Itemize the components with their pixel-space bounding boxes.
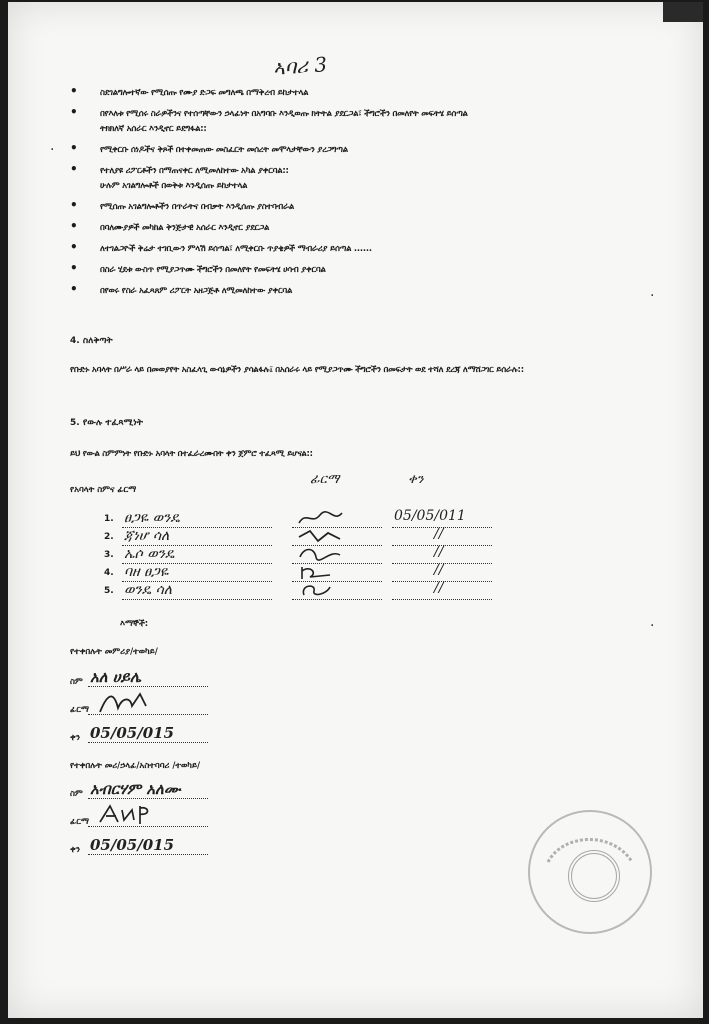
receiver-date-field xyxy=(70,836,175,855)
list-item: ትክክለኛ አሰራር እንዲኖር ይደግፋል:: xyxy=(100,123,207,133)
approver-signature xyxy=(96,690,156,716)
list-item: ሁሉም አገልግሎቶች በወቅቱ እንዲሰጡ ይከታተላል xyxy=(100,180,248,190)
list-item: • የሚሰጡ አገልግሎቶችን በጥራትና በብቃት እንዲሰጡ ያስተባብራል xyxy=(70,200,650,212)
witnesses-label: እማኞች: xyxy=(120,618,149,628)
signing-date: // xyxy=(434,526,444,542)
signature-scribble xyxy=(296,545,346,563)
field-line xyxy=(88,686,208,687)
section-5-heading: 5. የውሉ ተፈጻሚነት xyxy=(70,418,143,428)
row-number: 2. xyxy=(104,532,114,542)
field-line xyxy=(88,742,208,743)
section-4-heading: 4. ስለቅጣት xyxy=(70,336,113,346)
stamp-lettering-icon xyxy=(544,826,636,866)
field-label: ስም xyxy=(70,676,83,686)
member-name: ፀጋዬ ወንዴ xyxy=(124,510,180,526)
receiver-signature xyxy=(96,802,156,828)
list-item: • በየእለቱ የሚሰሩ ስራዎችንና የተሰጣቸውን ኃላፊነት በአግባቡ እንዲወጡ ክትትል ያደርጋል፣ ችግሮችን በመለየት መፍትሄ ይሰጣል xyxy=(70,107,650,119)
list-item: • የተለያዩ ሪፖርቶችን በማጠናቀር ለሚመለከተው አካል ያቀርባል:: xyxy=(70,164,650,176)
field-line xyxy=(88,854,208,855)
list-item: • በየወሩ የስራ አፈጻጸም ሪፖርት አዘጋጅቶ ለሚመለከተው ያቀርባል xyxy=(70,284,650,296)
list-item: • የሚቀርቡ ሰነዶችና ቅጾች በተቀመጠው መስፈርት መሰረት መሞላታቸውን ያረጋግጣል xyxy=(70,143,650,155)
table-row xyxy=(104,580,524,602)
signature-scribble xyxy=(296,581,346,599)
margin-mark-icon: · xyxy=(650,618,655,634)
signature-scribble xyxy=(296,527,346,545)
section-4-text: የቡድኑ አባላት በሥራ ላይ በመወያየት አስፈላጊ ውሳኔዎችን ያሳልፋሉ፤ በአሰራሩ ላይ የሚያጋጥሙ ችግሮችን በመፍታት ወደ ተሻለ ደረጃ ለማሸጋገር ይሰራሉ:: xyxy=(70,364,524,374)
section-5-text: ይህ የውል ስምምነት የቡድኑ አባላት በተፈራረሙበት ቀን ጀምሮ ተፈጻሚ ይሆናል:: xyxy=(70,448,313,458)
field-line xyxy=(88,798,208,799)
member-name: ኤሶ ወንዴ xyxy=(124,546,175,562)
field-label: ስም xyxy=(70,788,83,798)
signature-scribble xyxy=(296,509,346,527)
scan-shadow xyxy=(663,2,703,22)
signature-scribble xyxy=(296,563,346,581)
member-name: ጃነሆ ሳለ xyxy=(124,528,170,544)
member-name: ወንዴ ሳለ xyxy=(124,582,172,598)
approver-title: የተቀበሉት መምሪያ/ተወካይ/ xyxy=(70,646,158,656)
date-line xyxy=(392,599,492,600)
signature-line xyxy=(292,599,382,600)
receiver-name: አብርሃም አለሙ xyxy=(90,780,181,798)
field-label: ቀን xyxy=(70,732,81,742)
margin-mark-icon: · xyxy=(650,288,655,304)
list-item: • ለተገልጋዮች ቅሬታ ተገቢውን ምላሽ ይሰጣል፣ ለሚቀርቡ ጥያቄዎች ማብራሪያ ይሰጣል ...... xyxy=(70,242,650,254)
official-stamp xyxy=(528,810,652,934)
list-item: • ስደገልግሎተኛው የሚሰጡ የሙያ ድጋፍ መግለጫ በማቅረብ ይከታተላል xyxy=(70,86,650,98)
receiver-signature-field xyxy=(70,816,89,827)
field-label: ፊርማ xyxy=(70,816,89,826)
document-page xyxy=(8,2,703,1018)
list-item: • በባለሙያዎች መካከል ቅንጅታዊ አሰራር እንዲኖር ያደርጋል xyxy=(70,221,650,233)
signing-date: // xyxy=(434,580,444,596)
receiver-title: የተቀበሉት መሪ/ኃላፊ/አስተባባሪ /ተወካይ/ xyxy=(70,760,201,770)
receiver-name-field xyxy=(70,780,181,799)
column-header-date: ቀን xyxy=(408,472,424,487)
approver-name: አለ ሀይሌ xyxy=(90,668,142,686)
margin-mark-icon: · xyxy=(50,142,55,158)
signing-date: 05/05/011 xyxy=(394,508,466,524)
field-label: ቀን xyxy=(70,844,81,854)
field-label: ፊርማ xyxy=(70,704,89,714)
list-item: • በስራ ሂደቱ ውስጥ የሚያጋጥሙ ችግሮችን በመለየት የመፍትሄ ሀሳብ ያቀርባል xyxy=(70,263,650,275)
row-number: 1. xyxy=(104,514,114,524)
duties-list xyxy=(70,86,650,305)
approver-date: 05/05/015 xyxy=(90,724,175,742)
name-line xyxy=(122,599,272,600)
approver-date-field xyxy=(70,724,175,743)
receiver-date: 05/05/015 xyxy=(90,836,175,854)
row-number: 5. xyxy=(104,586,114,596)
approver-name-field xyxy=(70,668,142,687)
column-header-signature: ፊርማ xyxy=(310,472,340,487)
row-number: 4. xyxy=(104,568,114,578)
signing-date: // xyxy=(434,562,444,578)
approver-signature-field xyxy=(70,704,89,715)
row-number: 3. xyxy=(104,550,114,560)
member-name: ባዘ ፀጋዬ xyxy=(124,564,169,580)
annex-title: ኣባሪ 3 xyxy=(272,52,328,80)
column-header-names: የአባላት ስምና ፊርማ xyxy=(70,484,137,494)
signing-date: // xyxy=(434,544,444,560)
